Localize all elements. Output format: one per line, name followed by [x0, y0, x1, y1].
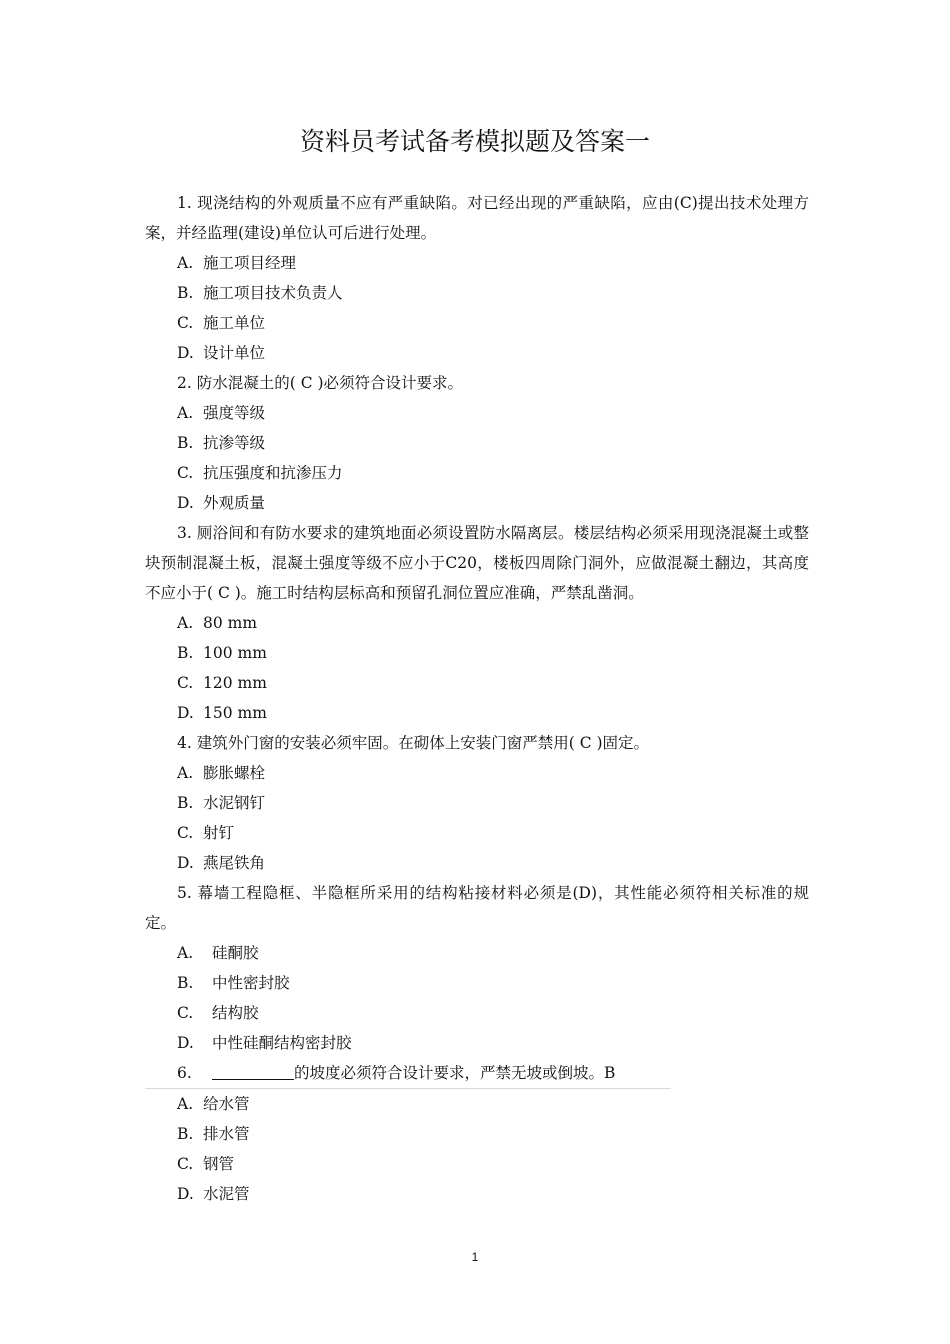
option-letter: C. [177, 824, 194, 842]
option-text: 水泥钢钉 [203, 794, 266, 812]
question-2-option-a [145, 398, 809, 428]
option-letter: D. [177, 854, 194, 872]
question-2-text: 2. 防水混凝土的( C )必须符合设计要求。 [177, 374, 464, 392]
question-5-option-b [145, 968, 809, 998]
option-letter: B. [177, 434, 194, 452]
question-4-option-c [145, 818, 809, 848]
option-text: 120 mm [203, 674, 267, 692]
document-body [145, 188, 809, 1209]
question-3-option-d [145, 698, 809, 728]
option-letter: C. [177, 1155, 194, 1173]
option-letter: A. [177, 764, 194, 782]
option-letter: D. [177, 344, 194, 362]
option-text: 抗压强度和抗渗压力 [203, 464, 343, 482]
question-3-option-c [145, 668, 809, 698]
question-1-option-b [145, 278, 809, 308]
option-letter: D. [177, 1034, 194, 1052]
page-title: 资料员考试备考模拟题及答案一 [299, 127, 650, 156]
option-text: 燕尾铁角 [203, 854, 266, 872]
option-letter: C. [177, 314, 194, 332]
question-3-option-b [145, 638, 809, 668]
option-text: 施工项目技术负责人 [203, 284, 343, 302]
option-text: 施工项目经理 [203, 254, 297, 272]
question-6-stem: 的坡度必须符合设计要求，严禁无坡或倒坡。B [294, 1064, 616, 1082]
question-2-option-c [145, 458, 809, 488]
option-text: 中性硅酮结构密封胶 [212, 1034, 352, 1052]
option-letter: A. [177, 254, 194, 272]
option-text: 硅酮胶 [212, 944, 259, 962]
option-letter: B. [177, 794, 194, 812]
option-letter: C. [177, 464, 194, 482]
question-2-option-b [145, 428, 809, 458]
question-6-option-c [145, 1149, 809, 1179]
option-letter: C. [177, 674, 194, 692]
option-text: 结构胶 [212, 1004, 259, 1022]
option-text: 150 mm [203, 704, 267, 722]
option-letter: A. [177, 404, 194, 422]
option-text: 水泥管 [203, 1185, 250, 1203]
option-letter: A. [177, 614, 194, 632]
question-6-option-b [145, 1119, 809, 1149]
option-letter: B. [177, 1125, 194, 1143]
option-letter: A. [177, 1095, 194, 1113]
option-text: 80 mm [203, 614, 258, 632]
question-2-option-d [145, 488, 809, 518]
question-3-text: 3. 厕浴间和有防水要求的建筑地面必须设置防水隔离层。楼层结构必须采用现浇混凝土或整块预制混凝土板，混凝土强度等级不应小于C20，楼板四周除门洞外，应做混凝土翻边，其高度不应小于( C )。施工时结构层标高和预留孔洞位置应准确，严禁乱凿洞。 [145, 524, 809, 602]
question-1-option-c [145, 308, 809, 338]
option-text: 100 mm [203, 644, 267, 662]
option-text: 施工单位 [203, 314, 266, 332]
option-text: 膨胀螺栓 [203, 764, 266, 782]
question-1-text: 1. 现浇结构的外观质量不应有严重缺陷。对已经出现的严重缺陷，应由(C)提出技术处理方案，并经监理(建设)单位认可后进行处理。 [145, 194, 809, 242]
question-number: 6. [177, 1064, 192, 1082]
question-5-text: 5. 幕墙工程隐框、半隐框所采用的结构粘接材料必须是(D)，其性能必须符相关标准的规定。 [145, 884, 809, 932]
page-number: 1 [471, 1250, 479, 1264]
option-letter: A. [177, 944, 194, 962]
question-4-option-b [145, 788, 809, 818]
question-5-option-c [145, 998, 809, 1028]
option-letter: B. [177, 644, 194, 662]
question-4-text: 4. 建筑外门窗的安装必须牢固。在砌体上安装门窗严禁用( C )固定。 [177, 734, 650, 752]
option-text: 给水管 [203, 1095, 250, 1113]
question-1-option-d [145, 338, 809, 368]
option-letter: D. [177, 704, 194, 722]
option-text: 射钉 [203, 824, 235, 842]
option-letter: B. [177, 284, 194, 302]
question-4-option-d [145, 848, 809, 878]
option-letter: C. [177, 1004, 194, 1022]
option-text: 钢管 [203, 1155, 235, 1173]
question-4-option-a [145, 758, 809, 788]
option-text: 排水管 [203, 1125, 250, 1143]
question-5-option-a [145, 938, 809, 968]
fill-in-blank [212, 1061, 294, 1080]
question-3-option-a [145, 608, 809, 638]
option-text: 设计单位 [203, 344, 266, 362]
option-letter: D. [177, 1185, 194, 1203]
option-letter: B. [177, 974, 194, 992]
option-text: 抗渗等级 [203, 434, 266, 452]
question-5-option-d [145, 1028, 809, 1058]
option-letter: D. [177, 494, 194, 512]
question-6-option-a [145, 1089, 809, 1119]
question-6-text [145, 1058, 671, 1089]
option-text: 外观质量 [203, 494, 266, 512]
option-text: 中性密封胶 [212, 974, 290, 992]
question-6-option-d [145, 1179, 809, 1209]
question-1-option-a [145, 248, 809, 278]
option-text: 强度等级 [203, 404, 266, 422]
